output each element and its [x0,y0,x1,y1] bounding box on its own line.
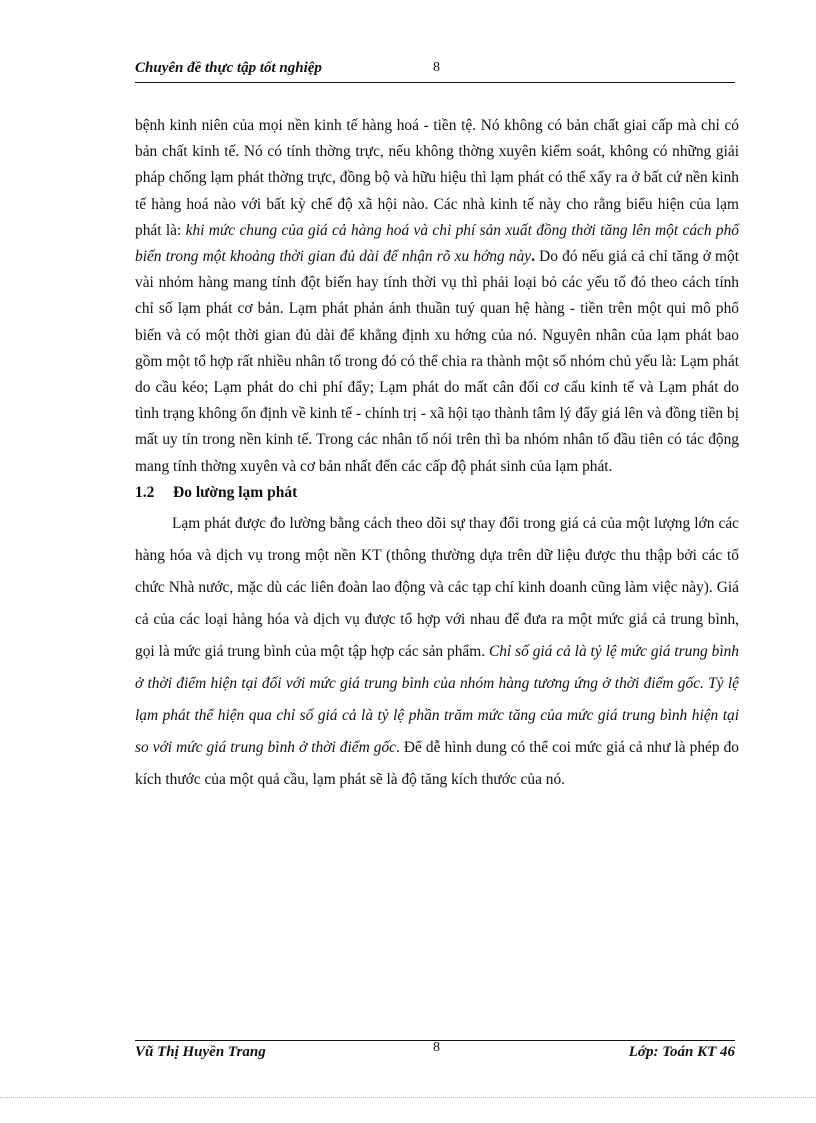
paragraph-inflation-measurement [135,508,739,796]
section-title: Đo lường lạm phát [173,483,298,501]
footer-page-number: 8 [433,1040,440,1055]
paragraph-text: Do đó nếu giá cả chỉ tăng ở một vài nhóm hàng mang tính đột biến hay tính thời vụ thì phải loại bỏ các yếu tố đó theo cách tính chỉ số lạm phát cơ bản. Lạm phát phản ánh thuần tuý quan hệ hàng - tiền trên một qui mô phổ biến và có một thời gian đủ dài để khẳng định xu hớng của nó. Nguyên nhân của lạm phát bao gồm một tổ hợp rất nhiều nhân tố trong đó có thể chia ra thành một số nhóm chủ yếu là: Lạm phát do cầu kéo; Lạm phát do chi phí đẩy; Lạm phát do mất cân đối cơ cấu kinh tế và Lạm phát do tình trạng không ổn định về kinh tế - chính trị - xã hội tạo thành tâm lý đẩy giá lên và đồng tiền bị mất uy tín trong nền kinh tế. Trong các nhân tố nói trên thì ba nhóm nhân tố đầu tiên có tác động mang tính thờng xuyên và cơ bản nhất đến các cấp độ phát sinh của lạm phát. [135,248,739,475]
footer-class: Lớp: Toán KT 46 [628,1044,735,1060]
section-number: 1.2 [135,483,155,501]
paragraph-inflation-nature [135,113,739,480]
price-index-definition-italic: Chỉ số giá cả là tỷ lệ mức giá trung bình ở thời điểm hiện tại đối với mức giá trung bình của nhóm hàng tương ứng ở thời điểm gốc. Tỷ lệ lạm phát thể hiện qua chỉ số giá cả là tỷ lệ phần trăm mức tăng của mức giá trung bình hiện tại so với mức giá trung bình ở thời điểm gốc [135,642,739,756]
header-page-number: 8 [433,60,440,75]
paragraph-text: bệnh kinh niên của mọi nền kinh tế hàng hoá - tiền tệ. Nó không có bản chất giai cấp mà chỉ có bản chất kinh tế. Nó có tính thờng trực, nếu không thờng xuyên kiểm soát, không có những giải pháp chống lạm phát thờng trực, đồng bộ và hữu hiệu thì lạm phát có thể xẩy ra ở bất cứ nền kinh tế hàng hoá nào với bất kỳ chế độ xã hội nào. Các nhà kinh tế này cho rằng biểu hiện của lạm phát là: [135,117,739,239]
footer-author: Vũ Thị Huyền Trang [135,1044,266,1060]
page-boundary-divider [0,1097,816,1098]
page-header [135,60,735,83]
document-body [135,113,739,796]
header-title: Chuyên đề thực tập tốt nghiệp [135,60,322,76]
section-heading [135,481,739,505]
sentence-period: . [531,248,535,266]
inflation-definition-italic: khi mức chung của giá cả hàng hoá và chi phí sản xuất đồng thời tăng lên một cách phổ biến trong một khoảng thời gian đủ dài để nhận rõ xu hớng này [135,221,739,266]
paragraph-text: Lạm phát được đo lường bằng cách theo dõi sự thay đổi trong giá cả của một lượng lớn các hàng hóa và dịch vụ trong một nền KT (thông thường dựa trên dữ liệu được thu thập bởi các tổ chức Nhà nước, mặc dù các liên đoàn lao động và các tạp chí kinh doanh cũng làm việc này). Giá cả của các loại hàng hóa và dịch vụ được tổ hợp với nhau để đưa ra một mức giá cả trung bình, gọi là mức giá trung bình của một tập hợp các sản phẩm. [135,514,739,660]
paragraph-text: . Để dễ hình dung có thể coi mức giá cả như là phép đo kích thước của một quả cầu, lạm phát sẽ là độ tăng kích thước của nó. [135,738,740,788]
page-footer [135,1040,735,1065]
